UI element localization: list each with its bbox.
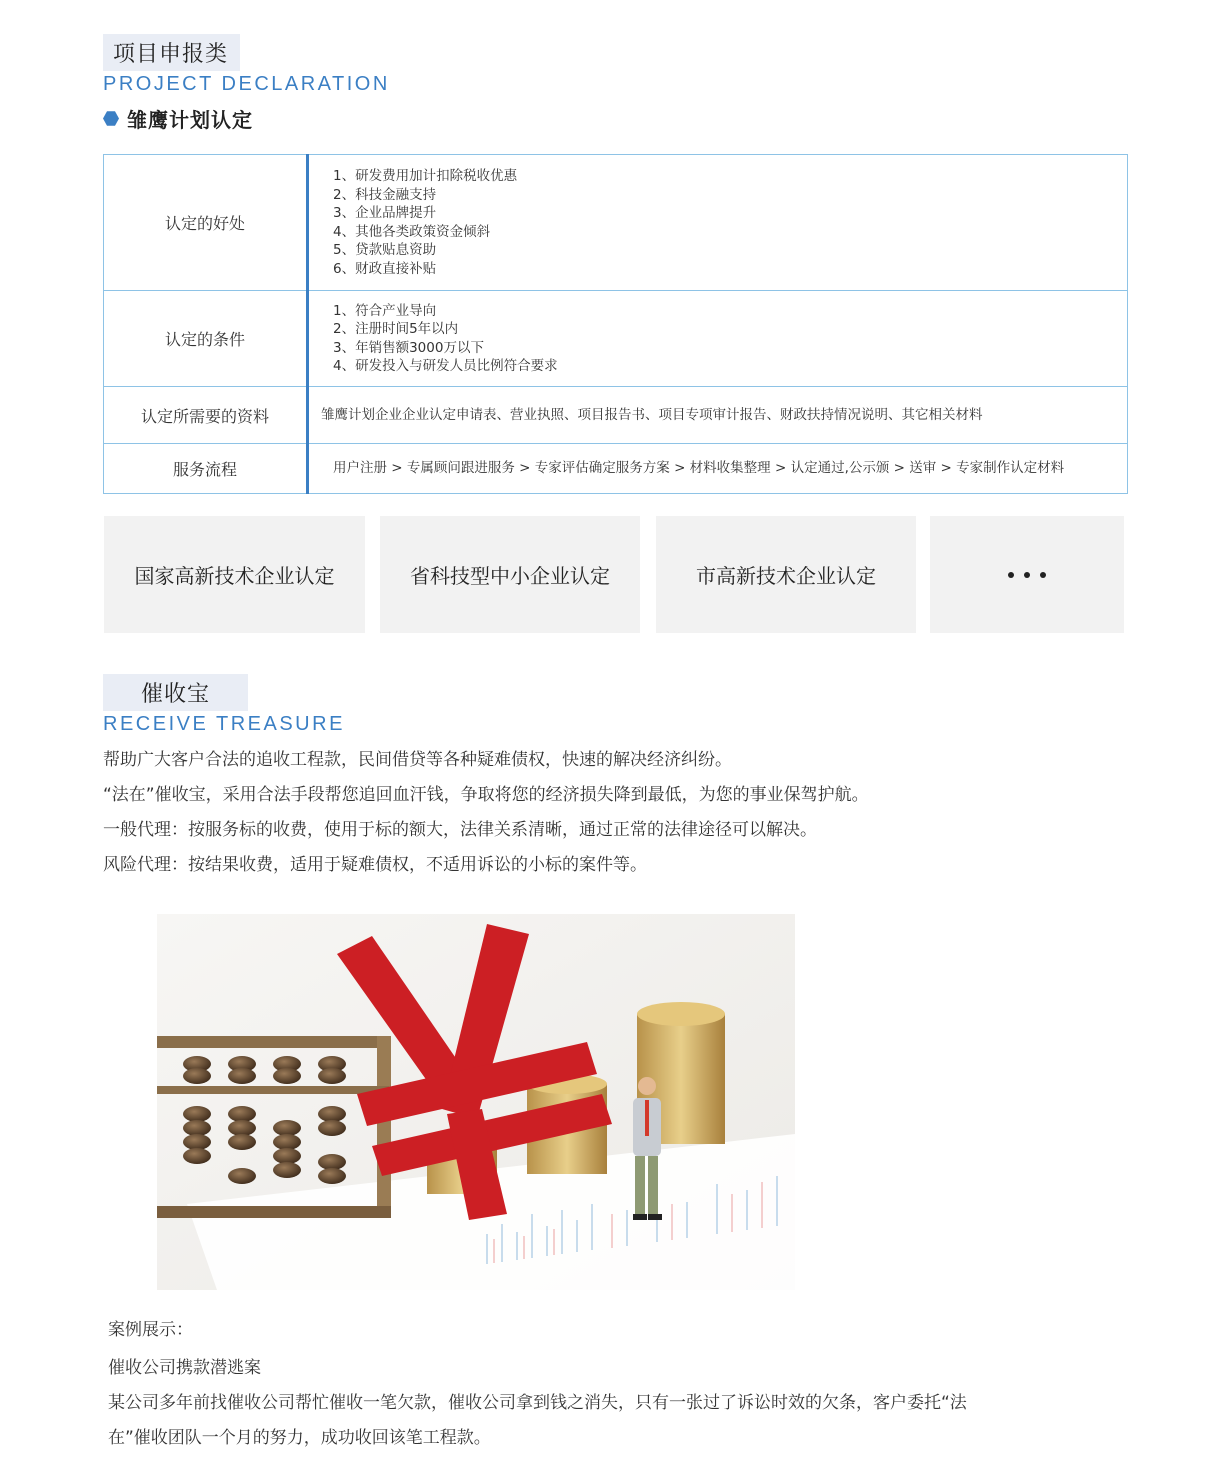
card-more[interactable] bbox=[930, 516, 1124, 633]
case-title: 催收公司携款潜逃案 bbox=[108, 1358, 261, 1378]
table-row bbox=[104, 291, 1128, 387]
case-heading: 案例展示： bbox=[108, 1320, 193, 1340]
row-value bbox=[308, 291, 1128, 387]
section-header-receive bbox=[103, 674, 345, 736]
list-item: 2、科技金融支持 bbox=[333, 186, 437, 203]
row-label: 认定所需要的资料 bbox=[104, 387, 308, 444]
card-city-hightech[interactable]: 市高新技术企业认定 bbox=[656, 516, 916, 633]
subsection-title: 雏鹰计划认定 bbox=[127, 108, 253, 132]
paragraph: 风险代理：按结果收费，适用于疑难债权，不适用诉讼的小标的案件等。 bbox=[103, 855, 647, 875]
list-item: 2、注册时间5年以内 bbox=[333, 321, 459, 337]
table-row bbox=[104, 387, 1128, 444]
list-item: 1、符合产业导向 bbox=[333, 302, 437, 319]
card-provincial-sme[interactable]: 省科技型中小企业认定 bbox=[380, 516, 640, 633]
case-body-line2: 在”催收团队一个月的努力，成功收回该笔工程款。 bbox=[108, 1428, 491, 1448]
description-paragraphs bbox=[103, 743, 869, 883]
row-value: 用户注册 > 专属顾问跟进服务 > 专家评估确定服务方案 > 材料收集整理 > 认定通过,公示颁 > 送审 > 专家制作认定材料 bbox=[308, 444, 1128, 494]
list-item: 4、研发投入与研发人员比例符合要求 bbox=[333, 358, 558, 374]
card-national-hightech[interactable]: 国家高新技术企业认定 bbox=[104, 516, 365, 633]
photo-illustration bbox=[157, 914, 795, 1290]
row-label: 认定的条件 bbox=[104, 291, 308, 387]
row-label: 认定的好处 bbox=[104, 155, 308, 291]
table-row bbox=[104, 155, 1128, 291]
list-item: 1、研发费用加计扣除税收优惠 bbox=[333, 168, 518, 184]
list-item: 4、其他各类政策资金倾斜 bbox=[333, 223, 491, 240]
paragraph: 一般代理：按服务标的收费，使用于标的额大，法律关系清晰，通过正常的法律途径可以解决。 bbox=[103, 820, 817, 840]
list-item: 6、财政直接补贴 bbox=[333, 260, 437, 277]
row-value bbox=[308, 155, 1128, 291]
paragraph: “法在”催收宝，采用合法手段帮您追回血汗钱，争取将您的经济损失降到最低，为您的事业保驾护航。 bbox=[103, 785, 869, 805]
list-item: 5、贷款贴息资助 bbox=[333, 242, 437, 258]
subsection-header bbox=[103, 104, 253, 133]
table-row bbox=[104, 444, 1128, 494]
info-table bbox=[103, 154, 1128, 494]
list-item: 3、年销售额3000万以下 bbox=[333, 339, 484, 356]
certification-cards bbox=[104, 516, 1124, 633]
list-item: 3、企业品牌提升 bbox=[333, 205, 437, 221]
hexagon-bullet-icon bbox=[103, 111, 119, 127]
row-label: 服务流程 bbox=[104, 444, 308, 494]
more-dots-icon bbox=[1008, 572, 1046, 578]
paragraph: 帮助广大客户合法的追收工程款，民间借贷等各种疑难债权，快速的解决经济纠纷。 bbox=[103, 750, 732, 770]
section-title-en: PROJECT DECLARATION bbox=[103, 73, 390, 95]
section-header-project bbox=[103, 34, 390, 96]
case-body-line1: 某公司多年前找催收公司帮忙催收一笔欠款，催收公司拿到钱之消失，只有一张过了诉讼时效的欠条，客户委托“法 bbox=[108, 1393, 967, 1413]
yuan-abacus-photo bbox=[157, 914, 795, 1290]
section-title-cn: 项目申报类 bbox=[103, 34, 240, 71]
section-title-en: RECEIVE TREASURE bbox=[103, 713, 345, 735]
row-value: 雏鹰计划企业企业认定申请表、营业执照、项目报告书、项目专项审计报告、财政扶持情况说明、其它相关材料 bbox=[308, 387, 1128, 444]
section-title-cn: 催收宝 bbox=[103, 674, 248, 711]
